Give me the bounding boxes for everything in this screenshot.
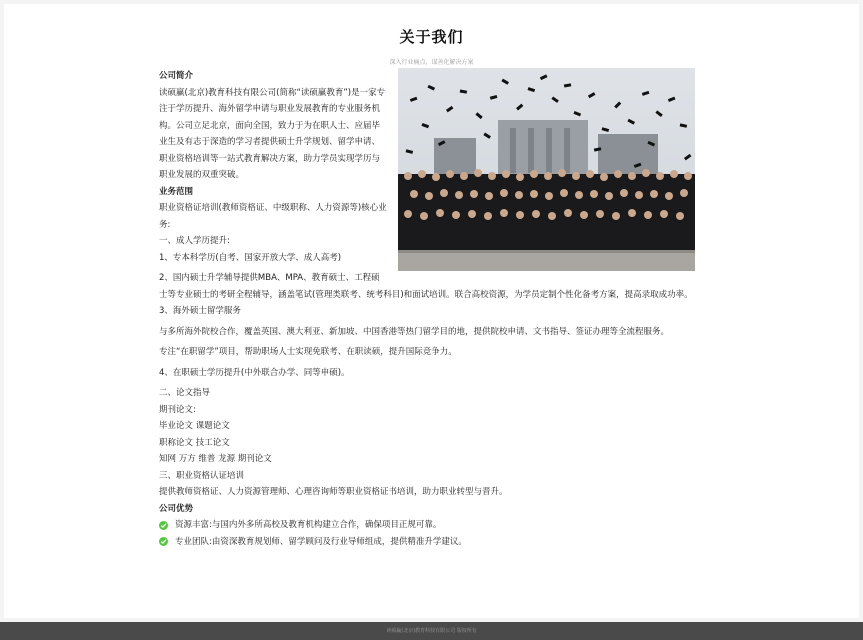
- thesis-line-b: 职称论文 技工论文: [159, 437, 230, 448]
- advantage-text: 专业团队:由资深教育规划师、留学顾问及行业导师组成，提供精准升学建议。: [175, 536, 467, 547]
- thesis-line-a: 毕业论文 课题论文: [159, 421, 230, 431]
- scope-heading: 业务范围: [159, 186, 194, 197]
- footer-copyright: 读硕赢(北京)教育科技有限公司 版权所有: [386, 628, 477, 634]
- main-content: [159, 68, 695, 550]
- item-3: 3、海外硕士留学服务: [159, 306, 241, 316]
- section-adult-education: 一、成人学历提升:: [159, 236, 230, 246]
- scope-text: 职业资格证培训(教师资格证、中级职称、人力资源等)核心业务:: [159, 203, 387, 230]
- advantages-heading: 公司优势: [159, 503, 194, 514]
- advantage-text: 资源丰富:与国内外多所高校及教育机构建立合作，确保项目正规可靠。: [175, 520, 442, 530]
- intro-text: 读硕赢(北京)教育科技有限公司(简称“读硕赢教育”)是一家专注于学历提升、海外留学申请与职业发展教育的专业服务机构。公司立足北京，面向全国，致力于为在职人士、应届毕业生及有志于深造的学习者提供硕士升学规划、留学申请、职业资格培训等一站式教育解决方案，助力学员实现学历与职业发展的双重突破。: [159, 87, 386, 180]
- item-4: 4、在职硕士学历提升(中外联合办学、同等申硕)。: [159, 367, 350, 378]
- journal-label: 期刊论文:: [159, 404, 196, 415]
- check-circle-icon: [159, 521, 168, 530]
- check-circle-icon: [159, 537, 168, 546]
- advantage-item: [159, 534, 695, 551]
- item-3-text: 与多所海外院校合作，覆盖英国、澳大利亚、新加坡、中国香港等热门留学目的地，提供院校申请、文书指导、签证办理等全流程服务。: [159, 326, 670, 337]
- page-title: 关于我们: [399, 28, 464, 46]
- item-1: 1、专本科学历(自考、国家开放大学、成人高考): [159, 252, 342, 263]
- item-3-extra: 专注“在职留学”项目，帮助职场人士实现免联考、在职读硕，提升国际竞争力。: [159, 347, 457, 357]
- thesis-line-c: 知网 万方 维普 龙源 期刊论文: [159, 454, 272, 464]
- intro-heading: 公司简介: [159, 71, 194, 81]
- advantage-item: [159, 517, 695, 534]
- footer: [0, 622, 863, 640]
- graduation-photo: [398, 68, 695, 271]
- item-2: 2、国内硕士升学辅导提供MBA、MPA、教育硕士、工程硕士等专业硕士的考研全程辅导，涵盖笔试(管理类联考、统考科目)和面试培训。联合高校资源，为学员定制个性化备考方案，提高录取成功率。: [159, 273, 693, 300]
- section-certification: 三、职业资格认证培训: [159, 470, 245, 481]
- certification-text: 提供教师资格证、人力资源管理师、心理咨询师等职业资格证书培训，助力职业转型与晋升。: [159, 487, 508, 497]
- page-subtitle: 深入行业痛点，谋善化解决方案: [389, 59, 474, 66]
- section-thesis: 二、论文指导: [159, 388, 211, 398]
